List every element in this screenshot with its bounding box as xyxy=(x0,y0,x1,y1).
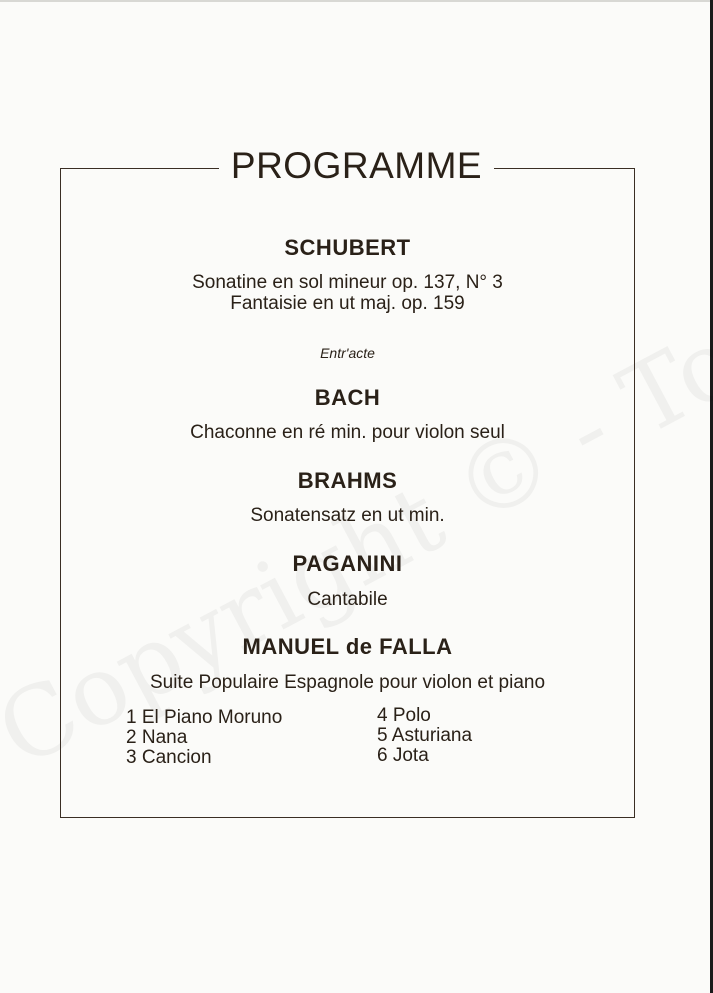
composer-brahms: BRAHMS xyxy=(297,468,398,493)
page-top-edge xyxy=(0,0,713,2)
work-schubert-2: Fantaisie en ut maj. op. 159 xyxy=(230,293,465,314)
composer-falla: MANUEL de FALLA xyxy=(242,634,453,659)
programme-title-text: PROGRAMME xyxy=(219,145,494,186)
movement-item: 5 Asturiana xyxy=(377,725,473,746)
composer-paganini: PAGANINI xyxy=(292,551,403,576)
work-paganini-1: Cantabile xyxy=(307,589,388,610)
movement-item: 2 Nana xyxy=(126,727,188,748)
composer-bach: BACH xyxy=(314,385,381,410)
movement-item: 4 Polo xyxy=(377,705,431,726)
work-brahms-1: Sonatensatz en ut min. xyxy=(250,505,445,526)
composer-schubert: SCHUBERT xyxy=(284,235,411,260)
movement-item: 1 El Piano Moruno xyxy=(126,707,283,728)
work-bach-1: Chaconne en ré min. pour violon seul xyxy=(190,422,505,443)
work-schubert-1: Sonatine en sol mineur op. 137, N° 3 xyxy=(192,272,503,293)
work-falla-1: Suite Populaire Espagnole pour violon et piano xyxy=(149,672,546,693)
movement-item: 3 Cancion xyxy=(126,747,212,768)
falla-movements-right xyxy=(377,706,472,766)
programme-title xyxy=(0,143,713,189)
falla-movements-left xyxy=(126,708,282,768)
movement-item: 6 Jota xyxy=(377,745,429,766)
interval-label: Entr'acte xyxy=(320,345,375,361)
